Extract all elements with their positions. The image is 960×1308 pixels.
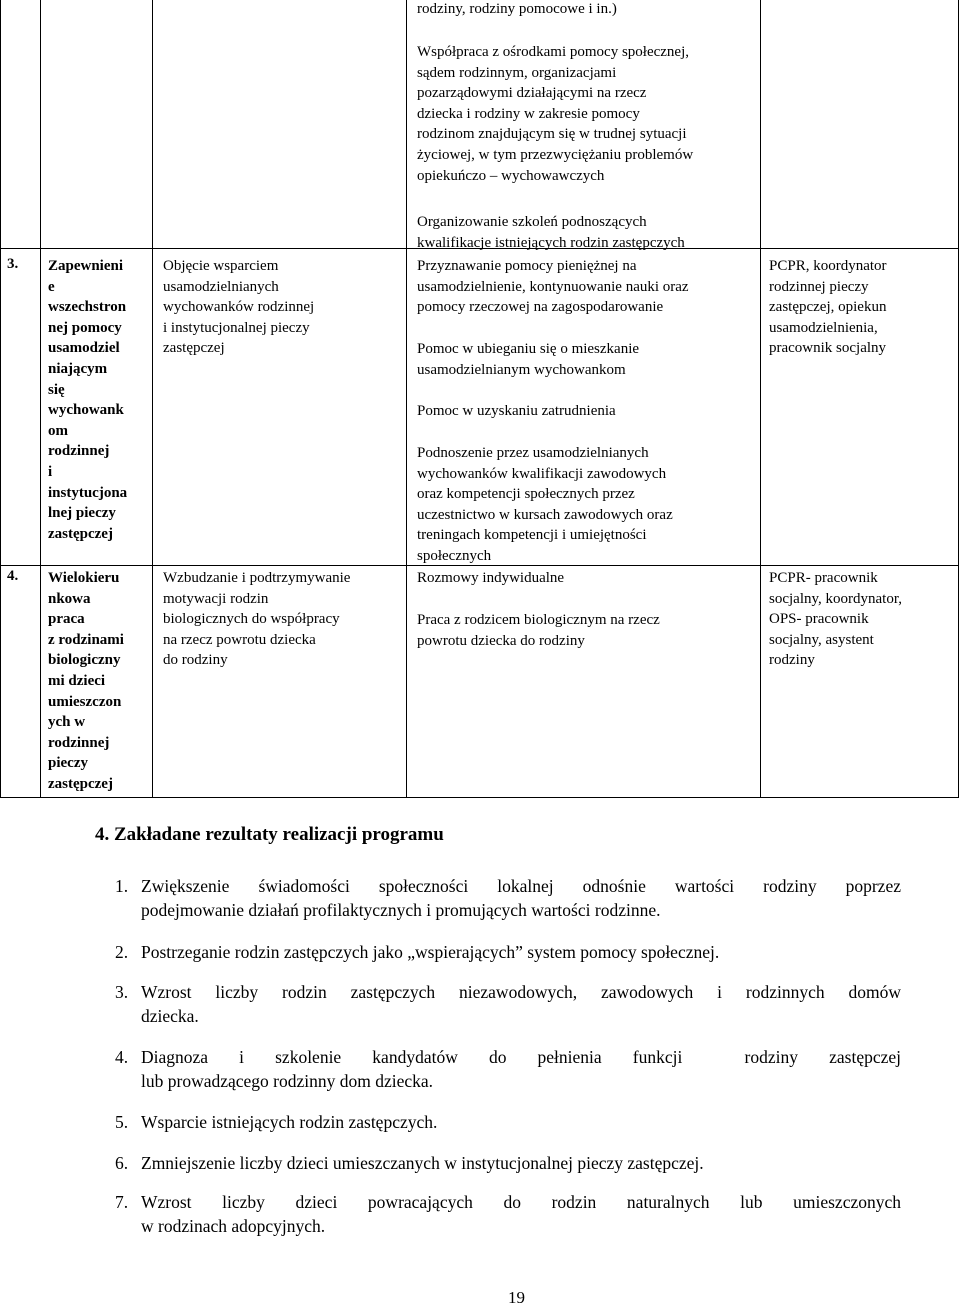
row-action-item <box>417 256 757 318</box>
text-line: rodzinnej <box>48 443 110 460</box>
list-number: 3. <box>115 982 129 1002</box>
text-line: Rozmowy indywidualne <box>417 570 565 586</box>
text-line: wychowanków kwalifikacji zawodowych <box>417 465 667 482</box>
row-area-cell <box>48 568 150 795</box>
text-line: kwalifikacje istniejących rodzin zastępczych <box>417 234 685 251</box>
text-line: PCPR- pracownik <box>769 570 878 586</box>
text-line: zastępczej, opiekun <box>769 299 887 316</box>
table-border-bottom <box>0 797 959 798</box>
results-list-item <box>115 940 900 964</box>
table-border-right <box>958 0 959 798</box>
list-number: 4. <box>115 1047 129 1067</box>
text-line: usamodziel <box>48 340 120 357</box>
text-line: Wzrost liczby rodzin zastępczych niezawodowych, zawodowych i rodzinnych domów <box>141 982 901 1002</box>
text-line: Objęcie wsparciem <box>163 258 279 274</box>
list-number: 5. <box>115 1112 129 1132</box>
section-heading: 4. Zakładane rezultaty realizacji programu <box>95 824 444 845</box>
list-number: 6. <box>115 1153 129 1173</box>
text-line: powrotu dziecka do rodziny <box>417 632 585 649</box>
text-line: niającym <box>48 360 108 377</box>
row-action-item <box>417 568 757 589</box>
results-list-item <box>115 1151 900 1175</box>
text-line: lub prowadzącego rodzinny dom dziecka. <box>141 1071 434 1091</box>
text-line: do rodziny <box>163 652 228 669</box>
text-line: ych w <box>48 714 86 731</box>
text-line: opiekuńczo – wychowawczych <box>417 167 605 184</box>
text-line: uczestnictwo w kursach zawodowych oraz <box>417 506 673 523</box>
text-line: się <box>48 381 65 398</box>
list-number: 2. <box>115 942 129 962</box>
text-line: Postrzeganie rodzin zastępczych jako „wspierających” system pomocy społecznej. <box>141 942 720 962</box>
row-action-item <box>417 339 757 380</box>
text-line: usamodzielnienia, <box>769 319 878 336</box>
row-goal-cell <box>163 568 403 671</box>
text-line: lnej pieczy <box>48 505 116 522</box>
text-line: umieszczon <box>48 693 122 710</box>
text-line: Praca z rodzicem biologicznym na rzecz <box>417 612 660 628</box>
text-line: wszechstron <box>48 299 127 316</box>
text-line: e <box>48 278 55 295</box>
text-line: praca <box>48 611 85 628</box>
text-line: treningach kompetencji i umiejętności <box>417 527 647 544</box>
text-line: pomocy rzeczowej na zagospodarowanie <box>417 299 664 316</box>
text-line: i instytucjonalnej pieczy <box>163 319 310 336</box>
text-line: rodziny, rodziny pomocowe i in.) <box>417 1 617 17</box>
text-line: Współpraca z ośrodkami pomocy społecznej, <box>417 44 689 60</box>
text-line: Wielokieru <box>48 570 120 586</box>
row-goal-cell <box>163 256 403 359</box>
text-line: om <box>48 422 68 439</box>
row-action-item <box>417 610 757 651</box>
text-line: Wzbudzanie i podtrzymywanie <box>163 570 351 586</box>
text-line: rodzinnej <box>48 734 110 751</box>
results-list-item <box>115 1045 900 1093</box>
text-line: dziecka i rodziny w zakresie pomocy <box>417 105 640 122</box>
table-divider-goal <box>406 0 407 798</box>
text-line: pieczy <box>48 755 88 772</box>
text-line: społecznych <box>417 547 492 564</box>
text-line: usamodzielnienie, kontynuowanie nauki oraz <box>417 278 689 295</box>
row-action-item <box>417 401 757 422</box>
text-line: nkowa <box>48 590 91 607</box>
top-cell-trainings <box>417 212 757 253</box>
text-line: Zapewnieni <box>48 258 124 274</box>
text-line: sądem rodzinnym, organizacjami <box>417 64 617 81</box>
text-line: Zmniejszenie liczby dzieci umieszczanych w instytucjonalnej pieczy zastępczej. <box>141 1153 704 1173</box>
text-line: zastępczej <box>163 340 225 357</box>
text-line: i <box>48 463 53 480</box>
row-action-item <box>417 443 757 567</box>
list-number: 1. <box>115 876 129 896</box>
row-number: 4. <box>7 568 19 584</box>
top-cell-continuation <box>417 0 757 20</box>
text-line: Organizowanie szkoleń podnoszących <box>417 214 647 230</box>
row-responsible-cell <box>769 256 955 359</box>
text-line: w rodzinach adopcyjnych. <box>141 1216 326 1236</box>
text-line: pracownik socjalny <box>769 340 887 357</box>
text-line: zastępczej <box>48 775 113 792</box>
text-line: wychowank <box>48 402 124 419</box>
text-line: nej pomocy <box>48 319 122 336</box>
results-list-item <box>115 980 900 1028</box>
text-line: Wsparcie istniejących rodzin zastępczych. <box>141 1112 438 1132</box>
text-line: OPS- pracownik <box>769 611 869 628</box>
text-line: biologiczny <box>48 652 121 669</box>
results-list-item <box>115 1110 900 1134</box>
text-line: dziecka. <box>141 1006 199 1026</box>
list-number: 7. <box>115 1192 129 1212</box>
text-line: podejmowanie działań profilaktycznych i promujących wartości rodzinne. <box>141 900 661 920</box>
text-line: Pomoc w ubieganiu się o mieszkanie <box>417 341 640 357</box>
text-line: mi dzieci <box>48 672 106 689</box>
text-line: socjalny, asystent <box>769 631 874 648</box>
text-line: Pomoc w uzyskaniu zatrudnienia <box>417 403 616 419</box>
text-line: wychowanków rodzinnej <box>163 299 315 316</box>
text-line: Wzrost liczby dzieci powracających do rodzin naturalnych lub umieszczonych <box>141 1192 901 1212</box>
text-line: usamodzielnianych <box>163 278 279 295</box>
text-line: oraz kompetencji społecznych przez <box>417 486 635 503</box>
text-line: instytucjona <box>48 484 128 501</box>
page-number: 19 <box>508 1288 525 1307</box>
text-line: z rodzinami <box>48 631 124 648</box>
text-line: usamodzielnianym wychowankom <box>417 361 626 378</box>
text-line: PCPR, koordynator <box>769 258 887 274</box>
text-line: Przyznawanie pomocy pieniężnej na <box>417 258 637 274</box>
text-line: życiowej, w tym przezwyciężaniu problemów <box>417 146 694 163</box>
row-number: 3. <box>7 256 19 272</box>
table-divider-actions <box>760 0 761 798</box>
text-line: rodzinnej pieczy <box>769 278 869 295</box>
text-line: rodziny <box>769 652 815 669</box>
row-area-cell <box>48 256 150 544</box>
table-divider-area <box>152 0 153 798</box>
text-line: rodzinom znajdującym się w trudnej sytuacji <box>417 126 687 143</box>
text-line: na rzecz powrotu dziecka <box>163 631 316 648</box>
table-border-left <box>0 0 1 798</box>
text-line: motywacji rodzin <box>163 590 269 607</box>
text-line: pozarządowymi działającymi na rzecz <box>417 85 647 102</box>
top-cell-cooperation <box>417 42 757 186</box>
text-line: Diagnoza i szkolenie kandydatów do pełnienia funkcji rodziny zastępczej <box>141 1047 901 1067</box>
text-line: zastępczej <box>48 525 113 542</box>
results-list-item <box>115 1190 900 1238</box>
table-divider-num <box>40 0 41 798</box>
row-responsible-cell <box>769 568 955 671</box>
text-line: socjalny, koordynator, <box>769 590 902 607</box>
text-line: Zwiększenie świadomości społeczności lokalnej odnośnie wartości rodziny poprzez <box>141 876 901 896</box>
text-line: biologicznych do współpracy <box>163 611 340 628</box>
results-list-item <box>115 874 900 922</box>
text-line: Podnoszenie przez usamodzielnianych <box>417 445 649 461</box>
